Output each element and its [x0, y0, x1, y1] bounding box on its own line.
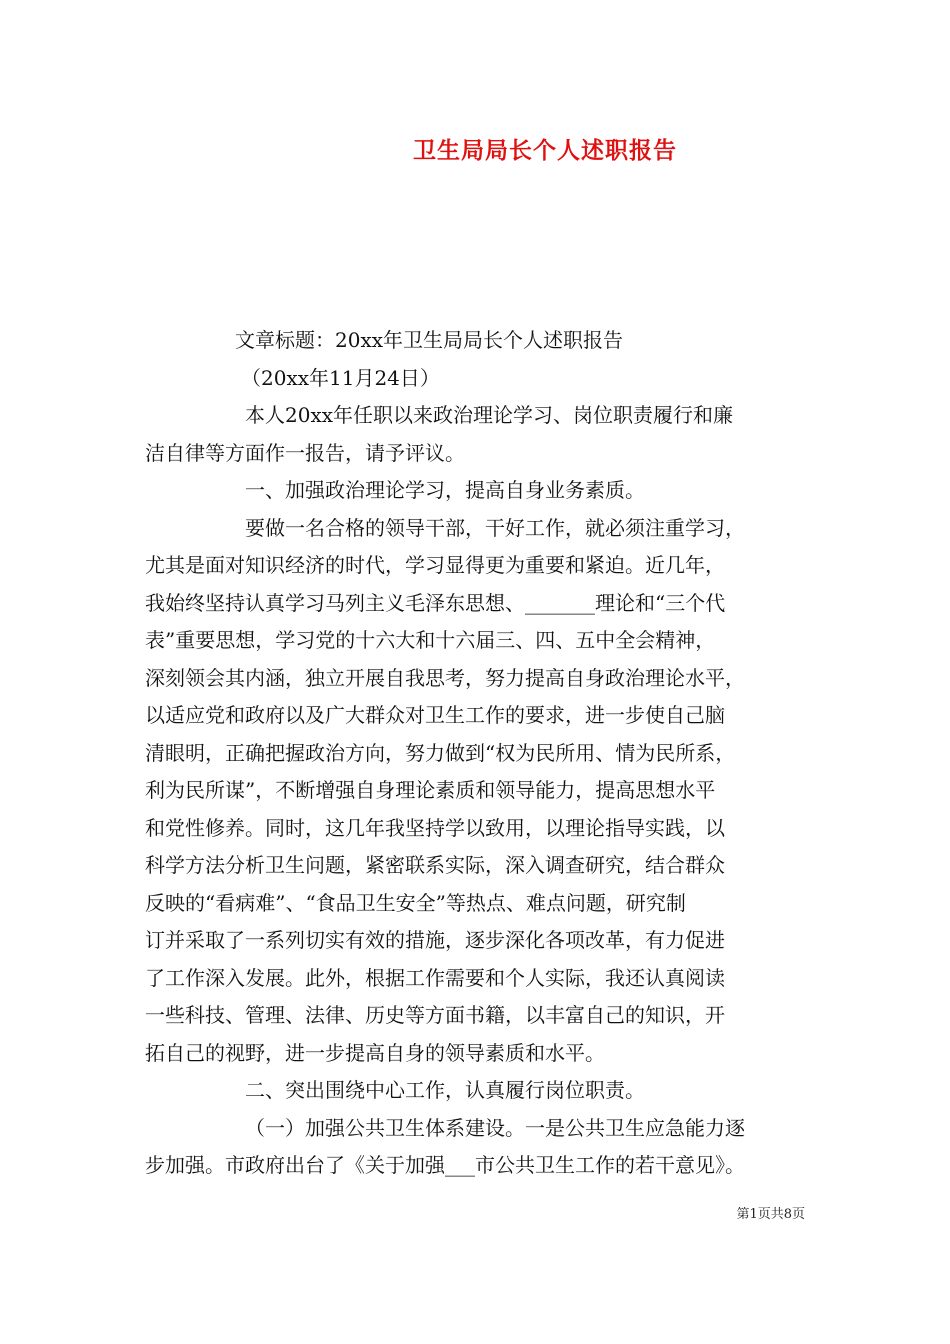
body-line: 利为民所谋”，不断增强自身理论素质和领导能力，提高思想水平: [145, 778, 716, 802]
body-line: 一、加强政治理论学习，提高自身业务素质。: [245, 478, 645, 502]
body-line: 反映的“看病难”、“食品卫生安全”等热点、难点问题，研究制: [145, 890, 686, 915]
body-line: （20xx年11月24日）: [241, 365, 440, 390]
body-line: 拓自己的视野，进一步提高自身的领导素质和水平。: [145, 1040, 605, 1065]
body-line: 尤其是面对知识经济的时代，学习显得更为重要和紧迫。近几年，: [145, 553, 725, 577]
body-line: 科学方法分析卫生问题，紧密联系实际，深入调查研究，结合群众: [145, 853, 725, 877]
page-number: 第1页共8页: [736, 1207, 805, 1222]
body-line: 一些科技、管理、法律、历史等方面书籍，以丰富自己的知识，开: [145, 1003, 725, 1027]
body-line: 和党性修养。同时，这几年我坚持学以致用，以理论指导实践，以: [145, 815, 725, 840]
body-line: 订并采取了一系列切实有效的措施，逐步深化各项改革，有力促进: [145, 928, 725, 952]
body-line: 步加强。市政府出台了《关于加强___市公共卫生工作的若干意见》。: [145, 1153, 745, 1177]
body-line: 本人20xx年任职以来政治理论学习、岗位职责履行和廉: [245, 403, 734, 427]
body-line: 我始终坚持认真学习马列主义毛泽东思想、_______理论和“三个代: [145, 590, 726, 615]
body-line: 文章标题：20xx年卫生局局长个人述职报告: [235, 328, 624, 352]
body-line: 深刻领会其内涵，独立开展自我思考，努力提高自身政治理论水平，: [145, 665, 745, 690]
document-title: 卫生局局长个人述职报告: [413, 137, 677, 164]
body-line: 要做一名合格的领导干部，干好工作，就必须注重学习，: [245, 515, 745, 540]
body-line: 表”重要思想，学习党的十六大和十六届三、四、五中全会精神，: [145, 628, 716, 652]
body-line: 了工作深入发展。此外，根据工作需要和个人实际，我还认真阅读: [145, 965, 725, 990]
body-line: 清眼明，正确把握政治方向，努力做到“权为民所用、情为民所系，: [145, 740, 736, 765]
body-line: 二、突出围绕中心工作，认真履行岗位职责。: [245, 1078, 645, 1102]
body-line: 洁自律等方面作一报告，请予评议。: [145, 440, 465, 465]
body-line: （一）加强公共卫生体系建设。一是公共卫生应急能力逐: [245, 1115, 745, 1140]
body-line: 以适应党和政府以及广大群众对卫生工作的要求，进一步使自己脑: [145, 703, 725, 727]
document-body: [145, 322, 805, 1185]
